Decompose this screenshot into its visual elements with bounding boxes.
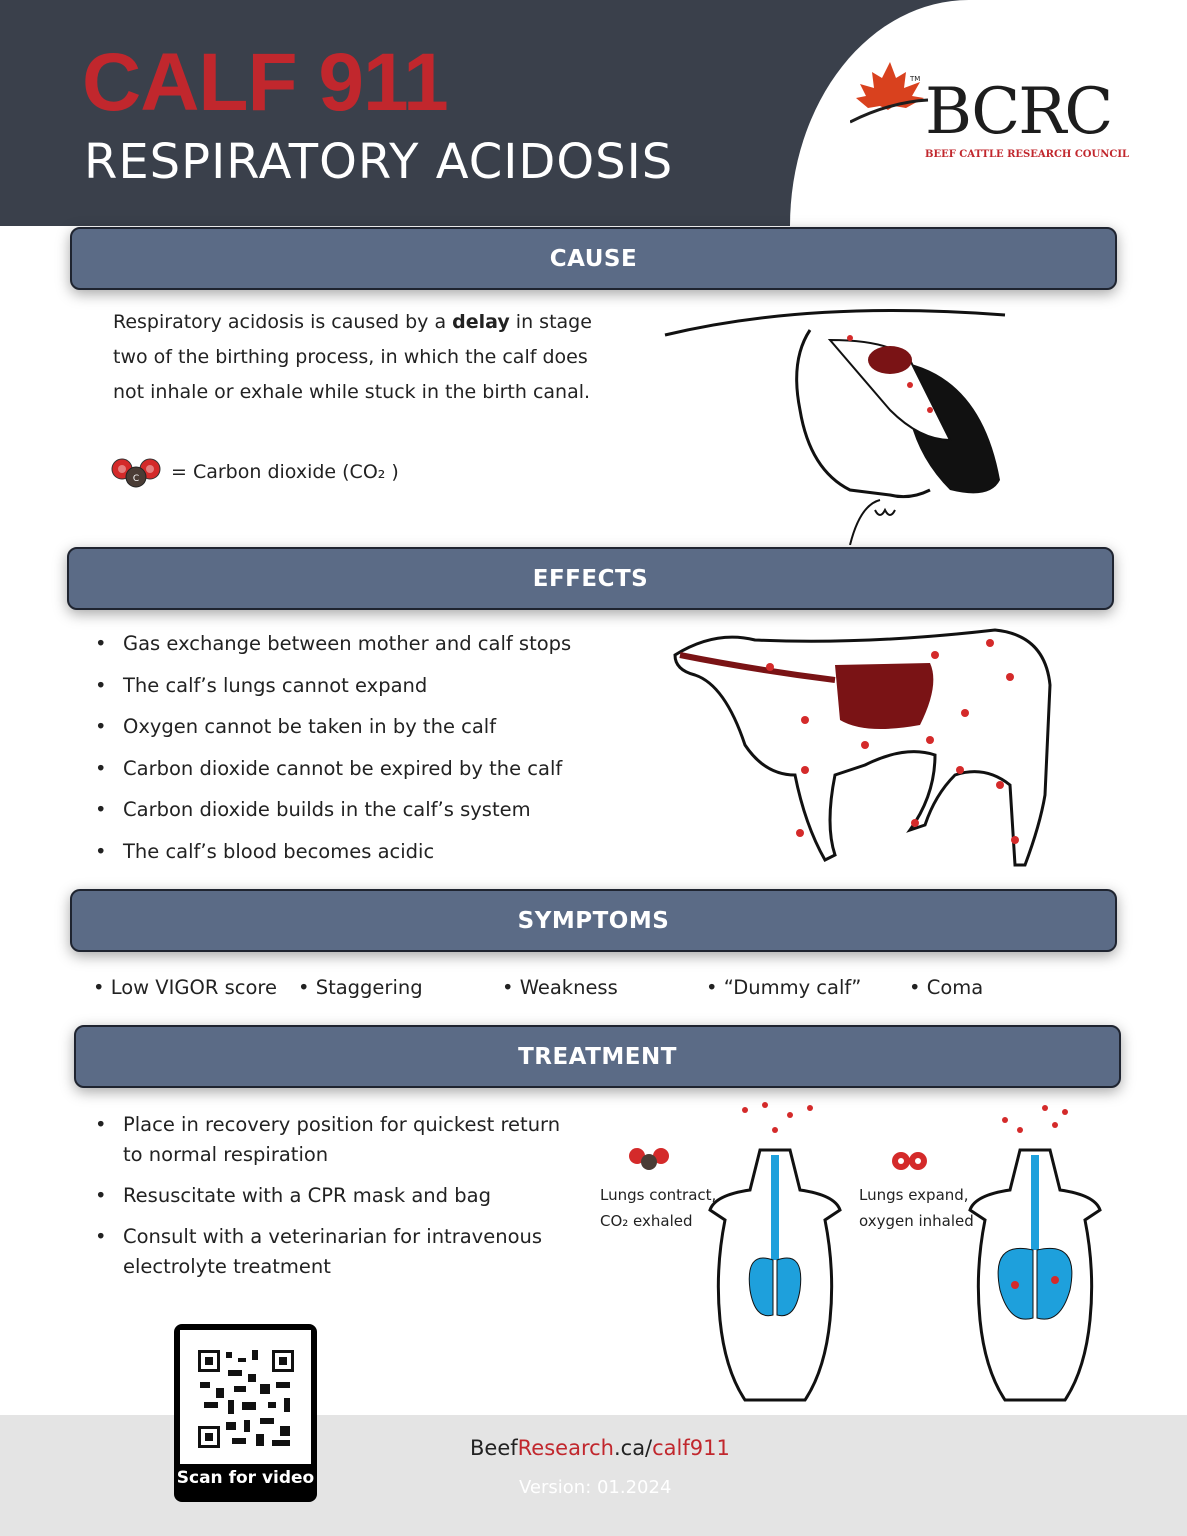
url-part: Research xyxy=(517,1436,614,1460)
maple-leaf-icon xyxy=(850,62,930,128)
cause-text-1: Respiratory acidosis is caused by a xyxy=(113,311,453,333)
url-part: Beef xyxy=(470,1436,518,1460)
list-item: • Carbon dioxide builds in the calf’s system xyxy=(95,798,660,840)
bcrc-logo-subtitle: BEEF CATTLE RESEARCH COUNCIL xyxy=(925,149,1130,160)
effects-heading: EFFECTS xyxy=(67,547,1114,610)
treatment-list xyxy=(95,1110,575,1282)
bcrc-logo-text: BCRC xyxy=(925,75,1112,149)
calf-illustration xyxy=(665,625,1065,880)
qr-label: Scan for video xyxy=(176,1468,315,1488)
symptom-item: • “Dummy calf” xyxy=(706,976,861,999)
list-item: • Resuscitate with a CPR mask and bag xyxy=(95,1181,575,1211)
qr-code[interactable] xyxy=(180,1330,311,1464)
co2-molecule-icon xyxy=(627,1146,673,1172)
cow-birth-illustration xyxy=(660,300,1040,545)
url-part: calf911 xyxy=(652,1436,730,1460)
qr-code-card[interactable] xyxy=(174,1324,317,1502)
cause-heading: CAUSE xyxy=(70,227,1117,290)
list-item: • The calf’s lungs cannot expand xyxy=(95,674,660,716)
page-title: CALF 911 xyxy=(82,37,448,128)
header xyxy=(0,0,1187,226)
symptoms-heading: SYMPTOMS xyxy=(70,889,1117,952)
cause-text xyxy=(113,305,603,410)
page-subtitle: RESPIRATORY ACIDOSIS xyxy=(84,134,674,190)
list-item: • Consult with a veterinarian for intravenous electrolyte treatment xyxy=(95,1222,575,1282)
exhale-label-1: Lungs contract, xyxy=(600,1186,717,1204)
treatment-heading: TREATMENT xyxy=(74,1025,1121,1088)
trademark: TM xyxy=(910,75,921,83)
exhale-label-2: CO₂ exhaled xyxy=(600,1212,693,1230)
symptom-item: • Weakness xyxy=(502,976,618,999)
inhale-label-1: Lungs expand, xyxy=(859,1186,969,1204)
symptom-item: • Coma xyxy=(909,976,983,999)
list-item: • Oxygen cannot be taken in by the calf xyxy=(95,715,660,757)
list-item: • Carbon dioxide cannot be expired by the calf xyxy=(95,757,660,799)
list-item: • Gas exchange between mother and calf stops xyxy=(95,632,660,674)
website-link[interactable] xyxy=(470,1436,730,1461)
oxygen-molecule-icon xyxy=(890,1150,930,1174)
lungs-expand-diagram xyxy=(965,1100,1105,1410)
qr-code-icon xyxy=(180,1330,311,1464)
co2-legend: = Carbon dioxide (CO₂ ) xyxy=(171,461,399,483)
effects-list xyxy=(95,632,660,881)
version-text: Version: 01.2024 xyxy=(519,1477,672,1498)
list-item: • The calf’s blood becomes acidic xyxy=(95,840,660,882)
list-item: • Place in recovery position for quickest return to normal respiration xyxy=(95,1110,575,1170)
cause-text-2: in stage two of the birthing process, in which the calf does not inhale or exhale while stuck in the birth canal. xyxy=(113,311,592,403)
co2-molecule-icon xyxy=(110,457,164,489)
cause-text-bold: delay xyxy=(452,311,510,333)
symptom-item: • Low VIGOR score xyxy=(93,976,277,999)
url-part: .ca/ xyxy=(613,1436,653,1460)
inhale-label-2: oxygen inhaled xyxy=(859,1212,974,1230)
inhale-label xyxy=(859,1182,974,1234)
exhale-label xyxy=(600,1182,716,1234)
lungs-contract-diagram xyxy=(705,1100,845,1410)
atom-label: C xyxy=(132,474,140,484)
symptom-item: • Staggering xyxy=(298,976,423,999)
